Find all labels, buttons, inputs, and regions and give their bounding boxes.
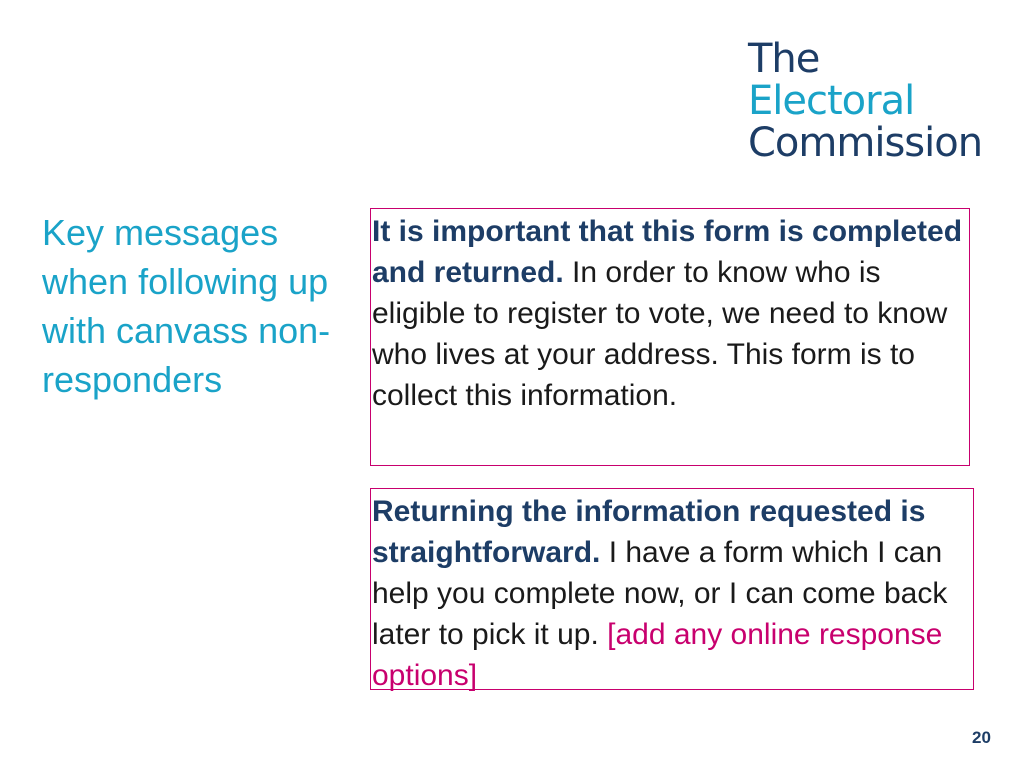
page-number: 20 [972, 728, 991, 747]
key-message-box-returning-info [370, 488, 974, 690]
key-message-body: In order to know who is eligible to register to vote, we need to know who lives at your address. This form is to collect this information. [372, 256, 948, 412]
key-message-body: I have a form which I can help you complete now, or I can come back later to pick it up. [372, 536, 948, 651]
electoral-commission-logo [748, 38, 982, 164]
placeholder-online-options: [add any online response options] [372, 618, 943, 692]
key-message-box-form-importance [370, 208, 970, 466]
logo-line-the: The [748, 36, 820, 82]
key-message-heading: It is important that this form is completed and returned. [372, 215, 963, 289]
slide-title: Key messages when following up with canvass non-responders [42, 212, 331, 400]
logo-line-commission: Commission [748, 120, 983, 166]
key-message-heading: Returning the information requested is straightforward. [372, 495, 926, 569]
logo-line-electoral: Electoral [748, 78, 915, 124]
